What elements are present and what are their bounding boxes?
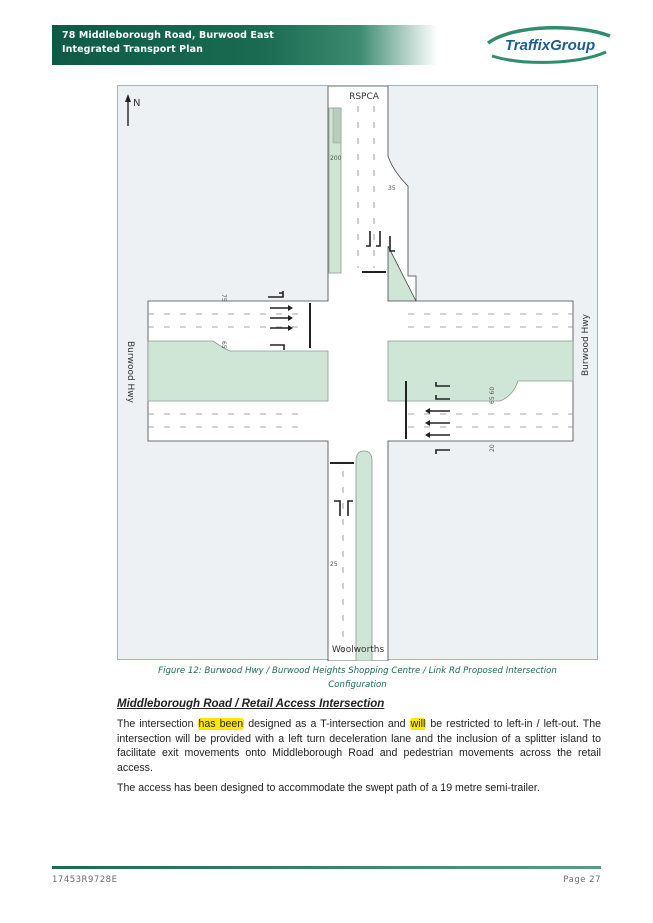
turn-arrow — [268, 291, 283, 297]
north-median-hatch — [333, 108, 341, 143]
section-heading: Middleborough Road / Retail Access Intersection — [117, 698, 385, 710]
dim-20: 20 — [489, 444, 496, 452]
dim-35: 35 — [388, 185, 396, 192]
paragraph-2: The access has been designed to accommodate the swept path of a 19 metre semi-trailer. — [117, 782, 540, 794]
label-rspca: RSPCA — [349, 92, 379, 102]
dim-25: 25 — [330, 561, 338, 568]
header-subtitle: Integrated Transport Plan — [62, 44, 203, 55]
turn-arrow — [436, 450, 450, 454]
header-title: 78 Middleborough Road, Burwood East — [62, 30, 274, 41]
footer-doc-ref: 17453R9728E — [52, 875, 118, 885]
south-median-island — [356, 451, 372, 661]
label-burwood-hwy-east: Burwood Hwy — [581, 314, 591, 376]
paragraph-1 — [117, 717, 601, 775]
footer-page-number: Page 27 — [563, 875, 601, 885]
p1-text-c: be restricted to left-in / left-out. The intersection will be provided with a left turn deceleration lane and the inclusion of a splitter island to facilitate exit movements onto Middleborough Road and pedestrian movements across the retail access. — [117, 718, 601, 774]
caption-line-1: Figure 12: Burwood Hwy / Burwood Heights Shopping Centre / Link Rd Proposed Intersection — [158, 666, 557, 676]
north-label: N — [133, 98, 141, 109]
label-woolworths: Woolworths — [331, 645, 385, 655]
intersection-diagram — [118, 86, 599, 661]
label-burwood-hwy-west: Burwood Hwy — [125, 341, 135, 403]
traffix-logo — [484, 26, 614, 66]
caption-line-2: Configuration — [328, 680, 387, 690]
intersection-figure — [117, 85, 598, 660]
p1-text-b: designed as a T-intersection and — [244, 718, 410, 730]
dim-65-west: 65 — [220, 341, 227, 349]
figure-caption — [117, 664, 598, 692]
highlight-has-been: has been — [198, 718, 244, 730]
logo-text: TraffixGroup — [504, 37, 596, 54]
dim-65-60: 65 60 — [489, 386, 496, 404]
dim-75: 75 — [220, 294, 227, 302]
p1-text-a: The intersection — [117, 718, 198, 730]
highlight-will: will — [410, 718, 426, 730]
north-arrow-head — [125, 94, 131, 102]
dim-200: 200 — [330, 155, 342, 162]
footer-divider — [52, 866, 601, 869]
